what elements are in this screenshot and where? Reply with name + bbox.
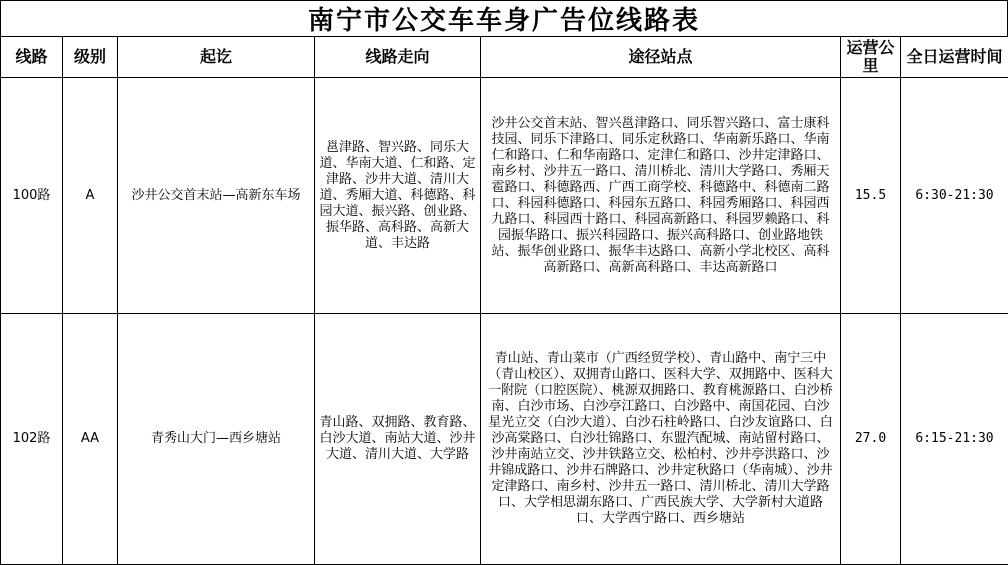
cell-hours: 6:30-21:30 [901,78,1008,314]
header-line: 线路 [1,37,63,78]
cell-km: 15.5 [841,78,901,314]
cell-stops: 青山站、青山菜市（广西经贸学校）、青山路中、南宁三中（青山校区）、双拥青山路口、医科大学、双拥路中、医科大一附院（口腔医院）、桃源双拥路口、教育桃源路口、白沙桥南、白沙市场、白沙亭江路口、白沙路中、南国花园、白沙星光立交（白沙大道）、白沙石柱岭路口、白沙友谊路口、白沙高棠路口、白沙壮锦路口、东盟汽配城、南站留村路口、沙井南站立交、沙井铁路立交、松柏村、沙井亭洪路口、沙井锦成路口、沙井石牌路口、沙井定秋路口（华南城）、沙井定津路口、南乡村、沙井五一路口、清川桥北、清川大学路口、大学相思湖东路口、广西民族大学、大学新村大道路口、大学西宁路口、西乡塘站 [481,314,841,565]
cell-endpoints: 青秀山大门—西乡塘站 [118,314,315,565]
cell-direction: 青山路、双拥路、教育路、白沙大道、南站大道、沙井大道、清川大道、大学路 [315,314,481,565]
cell-stops: 沙井公交首末站、智兴邕津路口、同乐智兴路口、富士康科技园、同乐下津路口、同乐定秋路口、华南新乐路口、华南仁和路口、仁和华南路口、定津仁和路口、沙井定津路口、南乡村、沙井五一路口、清川桥北、清川大学路口、秀厢天雹路口、科德路西、广西工商学校、科德路中、科德南二路口、科园科德路口、科园东五路口、科园秀厢路口、科园西九路口、科园西十路口、科园高新路口、科园罗赖路口、科园振华路口、振兴科园路口、振兴高科路口、创业路地铁站、振华创业路口、振华丰达路口、高新小学北校区、高科高新路口、高新高科路口、丰达高新路口 [481,78,841,314]
route-table [0,36,1008,565]
table-row [1,314,1008,565]
header-row [1,37,1008,78]
header-km: 运营公里 [841,37,901,78]
cell-line: 100路 [1,78,63,314]
cell-endpoints: 沙井公交首末站—高新东车场 [118,78,315,314]
cell-hours: 6:15-21:30 [901,314,1008,565]
header-endpoints: 起讫 [118,37,315,78]
cell-level: A [63,78,118,314]
table-row [1,78,1008,314]
header-level: 级别 [63,37,118,78]
header-stops: 途径站点 [481,37,841,78]
header-direction: 线路走向 [315,37,481,78]
page-title: 南宁市公交车车身广告位线路表 [0,0,1008,36]
cell-km: 27.0 [841,314,901,565]
header-hours: 全日运营时间 [901,37,1008,78]
cell-direction: 邕津路、智兴路、同乐大道、华南大道、仁和路、定津路、沙井大道、清川大道、秀厢大道、科德路、科园大道、振兴路、创业路、振华路、高科路、高新大道、丰达路 [315,78,481,314]
cell-level: AA [63,314,118,565]
cell-line: 102路 [1,314,63,565]
